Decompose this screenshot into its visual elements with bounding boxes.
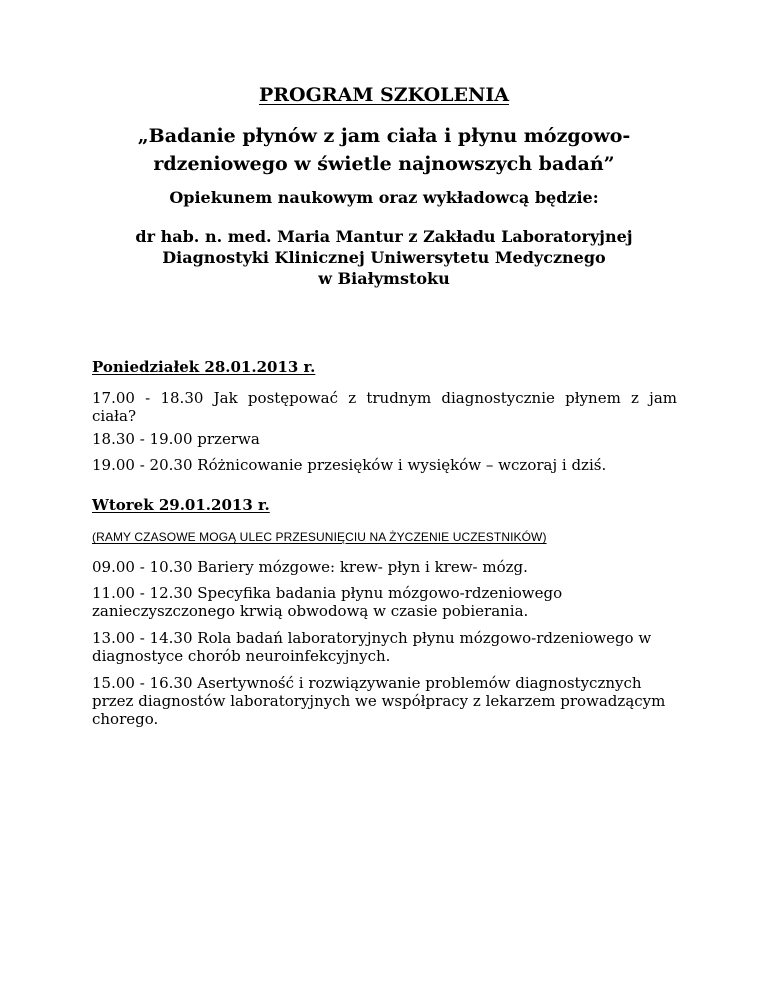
supervisor-line-2: Diagnostyki Klinicznej Uniwersytetu Medycznego — [162, 248, 606, 267]
session-tuesday-4 — [92, 674, 677, 728]
session-tuesday-3-line-1 — [92, 629, 677, 647]
session-tuesday-3 — [92, 629, 677, 665]
session-topic: Asertywność i rozwiązywanie problemów diagnostycznych — [197, 674, 642, 692]
session-topic: przerwa — [197, 430, 260, 448]
training-subject-line-1: „Badanie płynów z jam ciała i płynu mózgowo- — [137, 125, 631, 147]
supervisor-info — [0, 226, 768, 289]
session-topic: Rola badań laboratoryjnych płynu mózgowo-rdzeniowego w — [197, 629, 652, 647]
session-monday-3 — [92, 456, 677, 474]
session-time: 19.00 - 20.30 — [92, 456, 193, 474]
session-time: 15.00 - 16.30 — [92, 674, 193, 692]
session-tuesday-2 — [92, 584, 677, 620]
training-subject-line-2: rdzeniowego w świetle najnowszych badań” — [153, 153, 615, 175]
session-monday-1-line-1 — [92, 389, 677, 407]
session-topic: Bariery mózgowe: krew- płyn i krew- mózg. — [197, 558, 528, 576]
session-topic: Różnicowanie przesięków i wysięków – wczoraj i dziś. — [197, 456, 607, 474]
schedule-note: (RAMY CZASOWE MOGĄ ULEC PRZESUNIĘCIU NA ŻYCZENIE UCZESTNIKÓW) — [92, 530, 547, 544]
session-monday-1 — [92, 389, 677, 425]
supervisor-line-1: dr hab. n. med. Maria Mantur z Zakładu Laboratoryjnej — [135, 227, 633, 246]
session-time: 13.00 - 14.30 — [92, 629, 193, 647]
session-monday-2 — [92, 430, 677, 448]
session-time: 17.00 - 18.30 — [92, 389, 204, 407]
session-topic: Jak postępować z trudnym diagnostycznie płynem z jam — [213, 389, 677, 407]
day-heading-tuesday: Wtorek 29.01.2013 r. — [92, 496, 270, 514]
supervisor-line-3: w Białymstoku — [318, 269, 450, 288]
document-title: PROGRAM SZKOLENIA — [258, 84, 509, 106]
session-tuesday-4-line-1 — [92, 674, 677, 692]
session-time: 18.30 - 19.00 — [92, 430, 193, 448]
session-tuesday-1 — [92, 558, 677, 576]
session-tuesday-3-line-2: diagnostyce chorób neuroinfekcyjnych. — [92, 647, 391, 665]
session-topic: Specyfika badania płynu mózgowo-rdzeniowego — [197, 584, 563, 602]
session-tuesday-4-line-2: przez diagnostów laboratoryjnych we współpracy z lekarzem prowadzącym — [92, 692, 666, 710]
session-time: 09.00 - 10.30 — [92, 558, 193, 576]
session-time: 11.00 - 12.30 — [92, 584, 193, 602]
day-heading-monday: Poniedziałek 28.01.2013 r. — [92, 358, 316, 376]
session-tuesday-4-line-3: chorego. — [92, 710, 159, 728]
session-tuesday-2-line-1 — [92, 584, 677, 602]
supervisor-intro: Opiekunem naukowym oraz wykładowcą będzie: — [169, 188, 599, 207]
training-subject — [0, 122, 768, 178]
session-tuesday-2-line-2: zanieczyszczonego krwią obwodową w czasie pobierania. — [92, 602, 529, 620]
session-monday-1-line-2: ciała? — [92, 407, 136, 425]
